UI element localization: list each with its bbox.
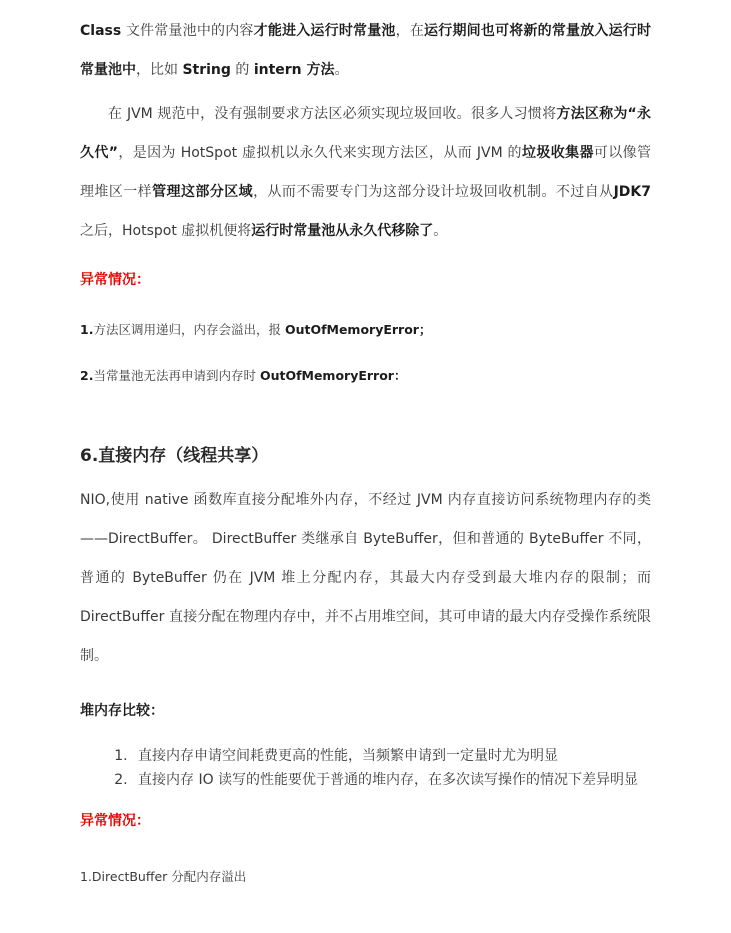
exception-item-method-area-2	[80, 365, 651, 387]
text-run: 垃圾收集器	[521, 145, 594, 161]
text-run: 可以像管理堆区一样	[80, 145, 652, 200]
text-run: 运行期间也可将新的常量放入运行时常量池中	[80, 23, 652, 78]
text-run: JDK7	[613, 184, 652, 200]
heap-comparison-heading: 堆内存比较：	[80, 703, 164, 719]
text-run: 的	[230, 62, 254, 78]
paragraph-runtime-constant-pool	[80, 12, 651, 90]
text-run: 才能进入运行时常量池	[253, 23, 396, 39]
paragraph-direct-memory	[80, 481, 651, 676]
text-run: String	[182, 62, 231, 78]
text-run: 在 JVM 规范中，没有强制要求方法区必须实现垃圾回收。很多人习惯将	[108, 106, 557, 122]
text-run: 方法区调用递归，内存会溢出，报	[93, 322, 285, 337]
text-run: 文件常量池中的内容	[121, 23, 254, 39]
text-run: 1.DirectBuffer 分配内存溢出	[80, 869, 247, 884]
text-run: 运行时常量池从永久代移除了	[251, 223, 434, 239]
text-run: NIO,使用 native 函数库直接分配堆外内存，不经过 JVM 内存直接访问系统物理内存的类——DirectBuffer。 DirectBuffer 类继承自 ByteBuffer，但和普通的 ByteBuffer 不同，普通的 ByteBuffer 仍在 JVM 堆上分配内存，其最大内存受到最大堆内存的限制；而 DirectBuffer 直接分配在物理内存中，并不占用堆空间，其可申请的最大内存受操作系统限制。	[80, 492, 651, 664]
text-run: 1.	[80, 322, 94, 337]
text-run: ，从而不需要专门为这部分设计垃圾回收机制。不过自从	[253, 184, 614, 200]
text-run: ，在	[395, 23, 425, 39]
text-run: 2.	[80, 368, 94, 383]
section-heading-direct-memory: 6.直接内存（线程共享）	[80, 446, 269, 466]
text-run: 。	[433, 223, 448, 239]
exception-item-method-area-1	[80, 319, 651, 341]
text-run: intern 方法	[253, 62, 335, 78]
list-item: 2. 直接内存 IO 读写的性能要优于普通的堆内存，在多次读写操作的情况下差异明显	[132, 768, 651, 792]
text-run: 之后，Hotspot 虚拟机便将	[80, 223, 252, 239]
heap-comparison-list	[80, 744, 651, 792]
text-run: 管理这部分区域	[152, 184, 254, 200]
exception-item-directbuffer	[80, 866, 651, 888]
text-run: 。	[334, 62, 349, 78]
text-run: 当常量池无法再申请到内存时	[93, 368, 260, 383]
text-run: ，比如	[136, 62, 183, 78]
text-run: OutOfMemoryError；	[284, 322, 432, 337]
exception-heading-method-area: 异常情况：	[80, 272, 150, 288]
paragraph-method-area-gc	[80, 95, 651, 251]
text-run: 方法区称为“永久代”	[80, 106, 652, 161]
text-run: ，是因为 HotSpot 虚拟机以永久代来实现方法区，从而 JVM 的	[117, 145, 522, 161]
text-run: Class	[80, 23, 122, 39]
text-run: OutOfMemoryError：	[259, 368, 407, 383]
exception-heading-direct-memory: 异常情况：	[80, 813, 150, 829]
list-item: 1. 直接内存申请空间耗费更高的性能，当频繁申请到一定量时尤为明显	[132, 744, 651, 768]
